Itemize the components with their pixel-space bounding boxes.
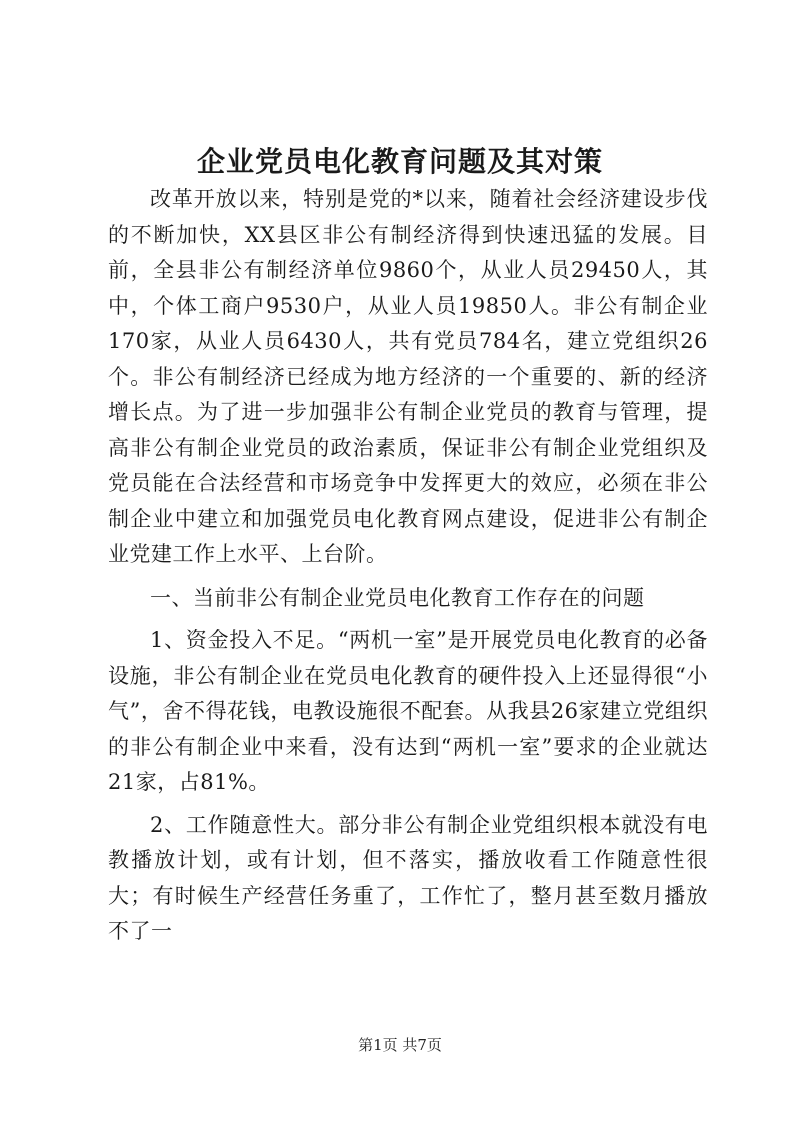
- page-number-footer: 第1页 共7页: [358, 1036, 442, 1054]
- paragraph-intro: 改革开放以来，特别是党的*以来，随着社会经济建设步伐的不断加快，XX县区非公有制经济得到快速迅猛的发展。目前，全县非公有制经济单位9860个，从业人员29450人，其中，个体工商户9530户，从业人员19850人。非公有制企业170家，从业人员6430人，共有党员784名，建立党组织26个。非公有制经济已经成为地方经济的一个重要的、新的经济增长点。为了进一步加强非公有制企业党员的教育与管理，提高非公有制企业党员的政治素质，保证非公有制企业党组织及党员能在合法经营和市场竞争中发挥更大的效应，必须在非公制企业中建立和加强党员电化教育网点建设，促进非公有制企业党建工作上水平、上台阶。: [108, 187, 708, 566]
- paragraph-funding: 1、资金投入不足。“两机一室”是开展党员电化教育的必备设施，非公有制企业在党员电化教育的硬件投入上还显得很“小气”，舍不得花钱，电教设施很不配套。从我县26家建立党组织的非公有制企业中来看，没有达到“两机一室”要求的企业就达21家，占81%。: [108, 628, 708, 794]
- section-heading: 一、当前非公有制企业党员电化教育工作存在的问题: [150, 585, 645, 610]
- document-body: [108, 182, 708, 950]
- document-title: 企业党员电化教育问题及其对策: [196, 145, 603, 178]
- paragraph-randomness: 2、工作随意性大。部分非公有制企业党组织根本就没有电教播放计划，或有计划，但不落实，播放收看工作随意性很大；有时候生产经营任务重了，工作忙了，整月甚至数月播放不了一: [108, 812, 708, 943]
